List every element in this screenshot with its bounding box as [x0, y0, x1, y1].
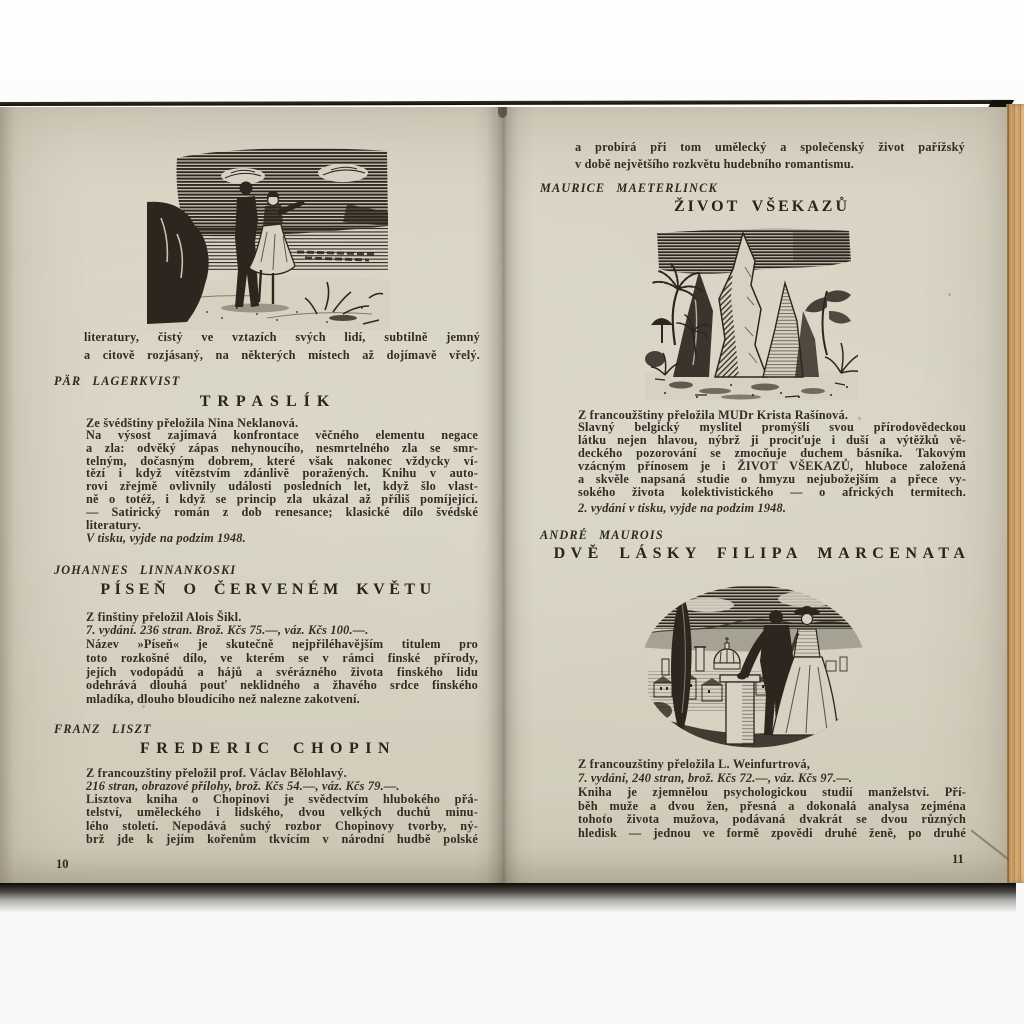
book-description: [578, 421, 966, 498]
book-fore-edge: [1006, 104, 1024, 883]
text-line: telství, uměleckého i lidského, dvou velkých duchů minu-: [86, 805, 478, 820]
text-line: a skvěle napsaná studie o hmyzu nejubožejším a přece vy-: [578, 471, 966, 486]
city-couple-illustration: [638, 583, 869, 750]
right-intro-paragraph: [575, 139, 965, 173]
book-title: ŽIVOT VŠEKAZŮ: [673, 198, 851, 215]
text-line: hledisk — jednou ve formě zpovědi druhé ženě, po druhé: [578, 825, 966, 840]
text-line: Slavný belgický myslitel promýšlí svou přírodovědeckou: [578, 420, 966, 434]
text-line: telným, dočasným dobrem, které však nakonec vždycky ví-: [86, 453, 478, 468]
translator-line: Z francoužštiny přeložila MUDr Krista Rašínová.: [578, 408, 849, 422]
text-line: deckého pozorování se zmocňuje duchem básníka. Takovým: [578, 445, 966, 460]
book-title: PÍSEŇ O ČERVENÉM KVĚTU: [100, 581, 436, 598]
author-name: MAURICE MAETERLINCK: [540, 181, 718, 195]
paper-fleck: [948, 293, 951, 296]
edition-price-line: 216 stran, obrazové přílohy, brož. Kčs 54.—, váz. Kčs 79.—.: [86, 779, 400, 793]
book-description: [578, 786, 966, 840]
text-line: v době největšího rozkvětu hudebního romantismu.: [575, 157, 855, 171]
open-book: [0, 107, 1007, 883]
text-line: Na výsost zajímavá konfrontace věčného elementu negace: [86, 428, 478, 442]
seaside-couple-illustration: [147, 142, 390, 330]
translator-line: Z francouzštiny přeložila L. Weinfurtrová,: [578, 757, 811, 771]
text-line: jejích vodopádů a hájů a svérázného života finského lidu: [86, 664, 478, 679]
text-line: a citově rozjásaný, na některých místech až dojímavě vřelý.: [84, 347, 480, 362]
text-line: toto rozkošné dílo, ve kterém se v rámci finské přírody,: [86, 650, 478, 665]
book-description: [86, 429, 478, 531]
text-line: tohoto života mužova, podávaná dvakrát se dvou různých: [578, 812, 966, 826]
translator-line: Ze švédštiny přeložila Nina Neklanová.: [86, 416, 299, 430]
text-line: lého století. Nepodává suchý rozbor Chopinovy tvorby, ný-: [86, 818, 478, 833]
termite-mound-illustration: [645, 227, 858, 400]
text-line: Název »Píseň« je skutečně nejpřiléhavějším titulem pro: [86, 637, 478, 651]
translator-line: Z finštiny přeložil Alois Šikl.: [86, 610, 242, 624]
author-name: JOHANNES LINNANKOSKI: [54, 563, 237, 577]
text-line: — Satirický román z dob renesance; klasické dílo švédské: [86, 504, 478, 519]
seaside-couple-woodcut-svg: [147, 142, 390, 330]
text-line: Lisztova kniha o Chopinovi je svědectvím hlubokého přá-: [86, 792, 478, 806]
text-line: sokého života kolektivistického — o afrických termitech.: [578, 484, 966, 499]
book-title: FREDERIC CHOPIN: [139, 740, 397, 757]
book-bottom-shadow: [0, 883, 1016, 913]
edition-price-line: 7. vydání, 240 stran, brož. Kčs 72.—, váz. Kčs 97.—.: [578, 771, 853, 785]
book-title: TRPASLÍK: [199, 393, 337, 410]
book-description: [86, 638, 478, 707]
text-line: a probírá při tom umělecký a společenský život pařížský: [575, 140, 965, 154]
author-name: PÄR LAGERKVIST: [54, 374, 181, 388]
text-line: ně o totéž, i když se princip zla ukázal až příliš pomíjející.: [86, 491, 478, 506]
availability-line: V tisku, vyjde na podzim 1948.: [86, 531, 246, 545]
gutter-notch: [498, 107, 507, 118]
text-line: literatury, čistý ve vztazích svých lidí, subtilně jemný: [84, 330, 480, 344]
text-line: vzácným přínosem je i ŽIVOT VŠEKAZŮ, hluboce založená: [578, 458, 966, 473]
text-line: tězí i když vítězstvím zdánlivě poražených. Knihu v auto-: [86, 466, 478, 481]
text-line: látku nejen hlavou, nýbrž ji prociťuje i duší a výtěžků vě-: [578, 432, 966, 447]
availability-line: 2. vydání v tisku, vyjde na podzim 1948.: [578, 501, 787, 515]
text-line: brž jde k jejím kořenům tkvícím v národní hudbě polské: [86, 832, 478, 847]
text-line: rovi zřejmě ovlivnily události posledních let, když šlo vlast-: [86, 479, 478, 494]
edition-price-line: 7. vydání. 236 stran. Brož. Kčs 75.—, váz. Kčs 100.—.: [86, 623, 369, 637]
page-corner-crease: [970, 829, 1009, 860]
text-line: běh muže a dvou žen, přesná a dokonalá analysa zejména: [578, 798, 966, 813]
author-name: ANDRÉ MAUROIS: [540, 528, 664, 542]
author-name: FRANZ LISZT: [54, 722, 152, 736]
text-line: literatury.: [86, 517, 142, 532]
text-line: odehrává dlouhá pouť neklidného a žhavého srdce finského: [86, 678, 478, 693]
left-intro-paragraph: [84, 329, 480, 364]
city-couple-woodcut-svg: [638, 583, 869, 750]
book-top-edge: [0, 100, 1011, 106]
book-title: DVĚ LÁSKY FILIPA MARCENATA: [553, 545, 971, 562]
text-line: Kniha je zjemnělou psychologickou studií manželství. Pří-: [578, 785, 966, 799]
book-description: [86, 793, 478, 847]
book-gutter: [486, 107, 520, 883]
translator-line: Z francouzštiny přeložil prof. Václav Bělohlavý.: [86, 766, 347, 780]
text-line: a zla: odvěký zápas nehynoucího, nesmrtelného zla se smr-: [86, 440, 478, 455]
page-number-left: 10: [56, 857, 69, 871]
page-number-right: 11: [952, 852, 964, 866]
text-line: mladíka, dlouho bloudícího než nalezne zakotvení.: [86, 692, 360, 707]
termite-mound-woodcut-svg: [645, 227, 858, 400]
